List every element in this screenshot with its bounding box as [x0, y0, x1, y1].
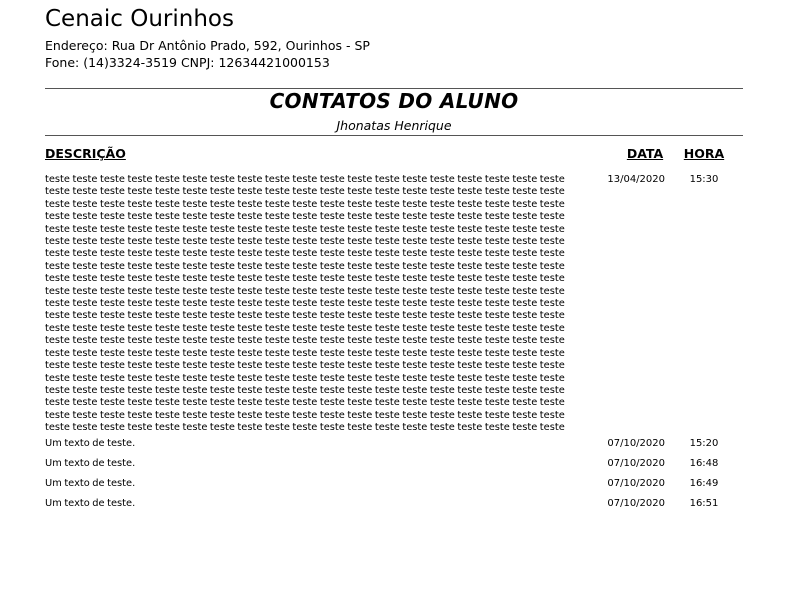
contact-hour: 16:49 — [689, 477, 719, 489]
contact-date: 07/10/2020 — [607, 477, 665, 489]
contact-description: teste teste teste teste teste teste teste teste teste teste teste teste teste teste teste teste teste teste teste teste teste teste teste teste teste teste teste teste teste teste teste teste teste teste teste teste teste teste teste teste teste teste teste teste teste teste teste teste teste teste teste teste teste teste teste teste teste teste teste teste teste teste teste teste teste teste teste teste teste teste teste teste teste teste teste teste teste teste teste teste teste teste teste teste teste teste teste teste teste teste teste teste teste teste teste teste teste teste teste teste teste teste teste teste teste teste teste teste teste teste teste teste teste teste teste teste teste teste teste teste teste teste teste teste teste teste teste teste teste teste teste teste teste teste teste teste teste teste teste teste teste teste teste teste teste teste teste teste teste teste teste teste teste teste teste teste teste teste teste teste teste teste teste teste teste teste teste teste teste teste teste teste teste teste teste teste teste teste teste teste teste teste teste teste teste teste teste teste teste teste teste teste teste teste teste teste teste teste teste teste teste teste teste teste teste teste teste teste teste teste teste teste teste teste teste teste teste teste teste teste teste teste teste teste teste teste teste teste teste teste teste teste teste teste teste teste teste teste teste teste teste teste teste teste teste teste teste teste teste teste teste teste teste teste teste teste teste teste teste teste teste teste teste teste teste teste teste teste teste teste teste teste teste teste teste teste teste teste teste teste teste teste teste teste teste teste teste teste teste teste teste teste teste teste teste teste teste teste teste teste teste teste teste teste teste teste teste teste teste teste teste teste teste teste teste teste teste teste teste teste teste teste teste teste teste teste teste teste teste teste teste teste teste teste teste teste teste teste teste teste teste teste teste teste teste teste teste teste teste teste teste teste teste teste teste teste teste teste teste teste teste teste teste teste teste teste teste teste teste teste teste teste teste teste teste teste teste teste teste teste teste teste teste teste teste teste teste teste teste teste teste teste teste teste teste teste teste teste teste — [45, 174, 565, 434]
column-header-hour: HORA — [683, 146, 725, 161]
contact-date: 07/10/2020 — [607, 437, 665, 449]
header-divider-bottom — [45, 135, 743, 136]
report-title: CONTATOS DO ALUNO — [269, 89, 519, 113]
contact-description: Um texto de teste. — [45, 457, 136, 469]
contact-description: Um texto de teste. — [45, 437, 136, 449]
contact-hour: 15:30 — [689, 174, 719, 185]
company-address: Endereço: Rua Dr Antônio Prado, 592, Ourinhos - SP — [45, 38, 370, 53]
contact-description: Um texto de teste. — [45, 477, 136, 489]
contact-date: 07/10/2020 — [607, 497, 665, 509]
contact-hour: 15:20 — [689, 437, 719, 449]
table-row — [45, 173, 743, 435]
table-row — [45, 475, 743, 495]
contact-date: 13/04/2020 — [607, 174, 665, 185]
company-name: Cenaic Ourinhos — [45, 6, 234, 32]
contact-hour: 16:51 — [689, 497, 719, 509]
contacts-table — [45, 173, 743, 515]
student-name: Jhonatas Henrique — [336, 118, 452, 133]
table-row — [45, 435, 743, 455]
company-phone-cnpj: Fone: (14)3324-3519 CNPJ: 12634421000153 — [45, 55, 330, 70]
contact-description: Um texto de teste. — [45, 497, 136, 509]
column-header-date: DATA — [626, 146, 664, 161]
table-row — [45, 455, 743, 475]
contact-hour: 16:48 — [689, 457, 719, 469]
table-row — [45, 495, 743, 515]
contact-date: 07/10/2020 — [607, 457, 665, 469]
column-header-description: DESCRIÇÃO — [45, 146, 126, 161]
